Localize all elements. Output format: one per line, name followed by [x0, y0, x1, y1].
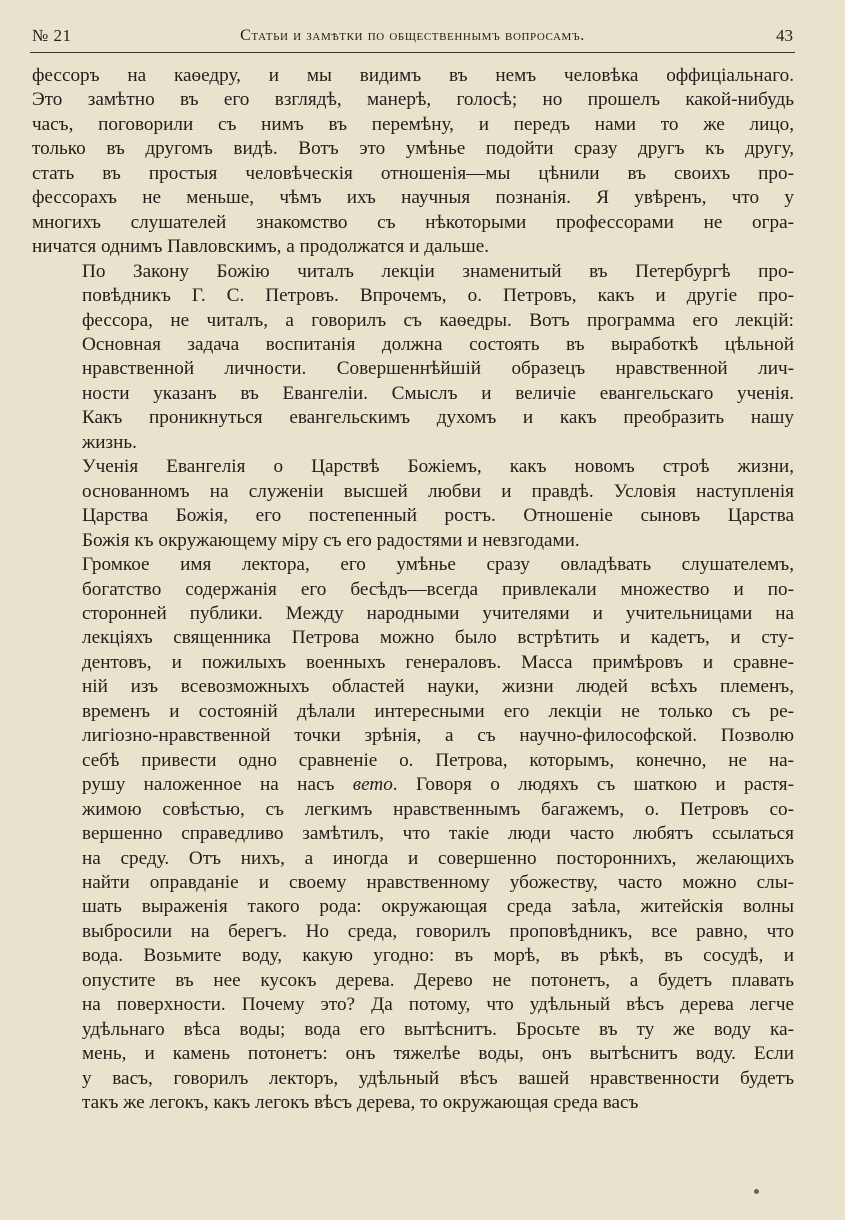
text-line: шать выраженія такого рода: окружающая среда заѣла, житейскія волны	[82, 896, 794, 918]
text-line: лекціяхъ священника Петрова можно было встрѣтить и кадетъ, и сту-	[82, 627, 794, 649]
article-body	[32, 64, 794, 1115]
text-line: часъ, поговорили съ нимъ въ перемѣну, и передъ нами то же лицо,	[32, 113, 794, 135]
text-line: жимою совѣстью, съ легкимъ нравственнымъ багажемъ, о. Петровъ со-	[82, 798, 794, 820]
paragraph	[32, 64, 794, 260]
text-line: временъ и состояній дѣлали интересными его лекціи не только съ ре-	[82, 700, 794, 722]
text-line: мень, и камень потонетъ: онъ тяжелѣе воды, онъ вытѣснитъ воду. Если	[82, 1043, 794, 1065]
text-line: себѣ привести одно сравненіе о. Петрова, которымъ, конечно, не на-	[82, 749, 794, 771]
text-line: стать въ простыя человѣческія отношенія—мы цѣнили въ своихъ про-	[32, 162, 794, 184]
text-line: дентовъ, и пожилыхъ военныхъ генераловъ. Масса примѣровъ и сравне-	[82, 651, 794, 673]
text-line: нравственной личности. Совершеннѣйшій образецъ нравственной лич-	[82, 358, 794, 380]
text-line: выбросили на берегъ. Но среда, говорилъ проповѣдникъ, все равно, что	[82, 920, 794, 942]
text-line: только въ другомъ видѣ. Вотъ это умѣнье подойти сразу другъ къ другу,	[32, 138, 794, 160]
text-line: сторонней публики. Между народными учителями и учительницами на	[82, 602, 794, 624]
running-header	[30, 24, 795, 53]
section-title: Статьи и замѣтки по общественнымъ вопросамъ.	[240, 27, 585, 44]
paragraph	[32, 260, 794, 456]
text-line: жизнь.	[82, 431, 137, 453]
paper-speck	[754, 1189, 759, 1194]
text-line: ности указанъ въ Евангеліи. Смыслъ и величіе евангельскаго ученія.	[82, 382, 794, 404]
text-line: Громкое имя лектора, его умѣнье сразу овладѣвать слушателемъ,	[82, 554, 794, 576]
text-line: многихъ слушателей знакомство съ нѣкоторыми профессорами не огра-	[32, 211, 794, 233]
text-line: лигіозно-нравственной точки зрѣнія, а съ научно-философской. Позволю	[82, 725, 794, 747]
text-line: По Закону Божію читалъ лекціи знаменитый въ Петербургѣ про-	[82, 260, 794, 282]
text-line: ній изъ всевозможныхъ областей науки, жизни людей всѣхъ племенъ,	[82, 676, 794, 698]
text-line: опустите въ нее кусокъ дерева. Дерево не потонетъ, а будетъ плавать	[82, 969, 794, 991]
text-line: Ученія Евангелія о Царствѣ Божіемъ, какъ новомъ строѣ жизни,	[82, 456, 794, 478]
text-line: у васъ, говорилъ лекторъ, удѣльный вѣсъ вашей нравственности будетъ	[82, 1067, 794, 1089]
text-line: Царства Божія, его постепенный ростъ. Отношеніе сыновъ Царства	[82, 505, 794, 527]
text-line: удѣльнаго вѣса воды; вода его вытѣснитъ. Бросьте въ ту же воду ка-	[82, 1018, 794, 1040]
text-line: Основная задача воспитанія должна состоять въ выработкѣ цѣльной	[82, 333, 794, 355]
text-line: Божія къ окружающему міру съ его радостями и невзгодами.	[82, 529, 580, 551]
text-line: основанномъ на служеніи высшей любви и правдѣ. Условія наступленія	[82, 480, 794, 502]
text-line: повѣдникъ Г. С. Петровъ. Впрочемъ, о. Петровъ, какъ и другіе про-	[82, 285, 794, 307]
text-line: фессора, не читалъ, а говорилъ съ каѳедры. Вотъ программа его лекцій:	[82, 309, 794, 331]
text-line: на поверхности. Почему это? Да потому, что удѣльный вѣсъ дерева легче	[82, 994, 794, 1016]
page-number: 43	[776, 26, 793, 45]
text-line: на среду. Отъ нихъ, а иногда и совершенно постороннихъ, желающихъ	[82, 847, 794, 869]
text-line: рушу наложенное на насъ вето. Говоря о людяхъ съ шаткою и растя-	[82, 774, 794, 796]
text-line: Какъ проникнуться евангельскимъ духомъ и какъ преобразить нашу	[82, 407, 794, 429]
text-line: вода. Возьмите воду, какую угодно: въ морѣ, въ рѣкѣ, въ сосудѣ, и	[82, 945, 794, 967]
text-line: вершенно справедливо замѣтилъ, что такіе люди часто любятъ ссылаться	[82, 823, 794, 845]
text-line: такъ же легокъ, какъ легокъ вѣсъ дерева, то окружающая среда васъ	[82, 1092, 639, 1114]
text-line: богатство содержанія его бесѣдъ—всегда привлекали множество и по-	[82, 578, 794, 600]
text-line: найти оправданіе и своему нравственному убожеству, часто можно слы-	[82, 871, 794, 893]
text-line: Это замѣтно въ его взглядѣ, манерѣ, голосѣ; но прошелъ какой-нибудь	[32, 89, 794, 111]
text-line: фессоръ на каѳедру, и мы видимъ въ немъ человѣка оффиціальнаго.	[32, 65, 794, 86]
issue-number: № 21	[32, 26, 72, 45]
paragraph	[32, 553, 794, 1115]
paragraph	[32, 455, 794, 553]
text-line: фессорахъ не меньше, чѣмъ ихъ научныя познанія. Я увѣренъ, что у	[32, 187, 794, 209]
text-line: ничатся однимъ Павловскимъ, а продолжатся и дальше.	[32, 236, 490, 258]
